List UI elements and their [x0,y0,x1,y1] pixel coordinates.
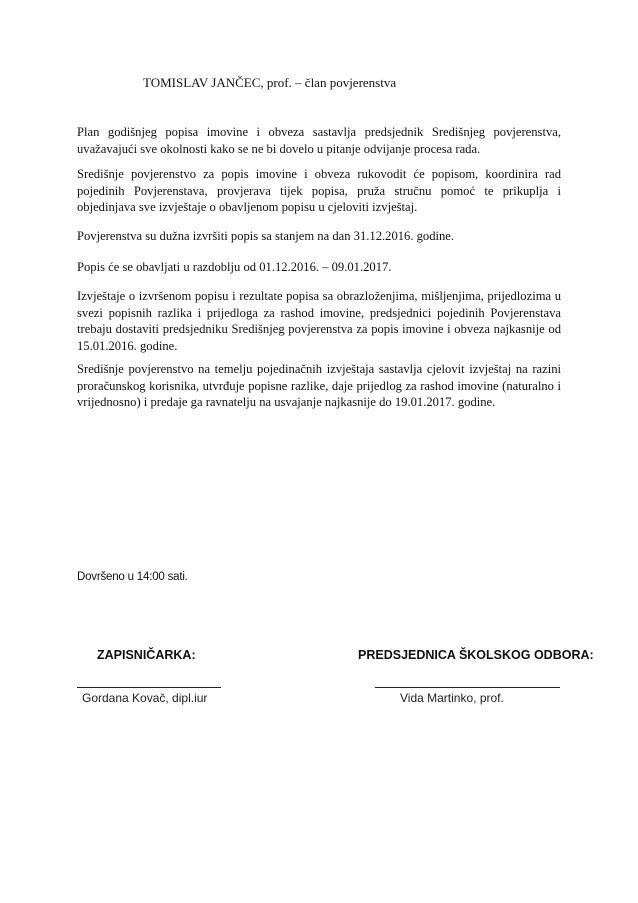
paragraph-plan: Plan godišnjeg popisa imovine i obveza sastavlja predsjednik Središnjeg povjerenstva, uvažavajući sve okolnosti kako se ne bi dovelo u pitanje odvijanje procesa rada. [77,125,561,156]
paragraph-reports: Izvještaje o izvršenom popisu i rezultate popisa sa obrazloženjima, mišljenjima, prijedlozima u svezi popisnih razlika i prijedloga za rashod imovine, predsjednici pojedinih Povjerenstava trebaju dostaviti predsjedniku Središnjeg povjerenstva za popis imovine i obveza najkasnije od 15.01.2016. godine. [77,289,561,353]
paragraph-inventory-date: Povjerenstva su dužna izvršiti popis sa stanjem na dan 31.12.2016. godine. [77,229,455,243]
recorder-signature-line [77,687,221,688]
completion-time: Dovršeno u 14:00 sati. [77,571,188,583]
board-president-signature-line [375,687,560,688]
board-president-title: PREDSJEDNICA ŠKOLSKOG ODBORA: [358,648,594,662]
paragraph-inventory-period: Popis će se obavljati u razdoblju od 01.12.2016. – 09.01.2017. [77,260,392,274]
recorder-title: ZAPISNIČARKA: [97,648,196,662]
committee-member-line: TOMISLAV JANČEC, prof. – član povjerenstva [143,75,397,90]
paragraph-final-report: Središnje povjerenstvo na temelju pojedinačnih izvještaja sastavlja cjelovit izvještaj na razini proračunskog korisnika, utvrđuje popisne razlike, daje prijedlog za rashod imovine (naturalno i vrijednosno) i predaje ga ravnatelju na usvajanje najkasnije do 19.01.2017. godine. [77,362,561,409]
recorder-name: Gordana Kovač, dipl.iur [82,691,208,705]
paragraph-central-committee: Središnje povjerenstvo za popis imovine i obveza rukovodit će popisom, koordinira rad pojedinih Povjerenstava, provjerava tijek popisa, pruža stručnu pomoć te prikuplja i objedinjava sve izvještaje o obavljenom popisu u cjeloviti izvještaj. [77,167,561,214]
board-president-name: Vida Martinko, prof. [400,691,504,705]
